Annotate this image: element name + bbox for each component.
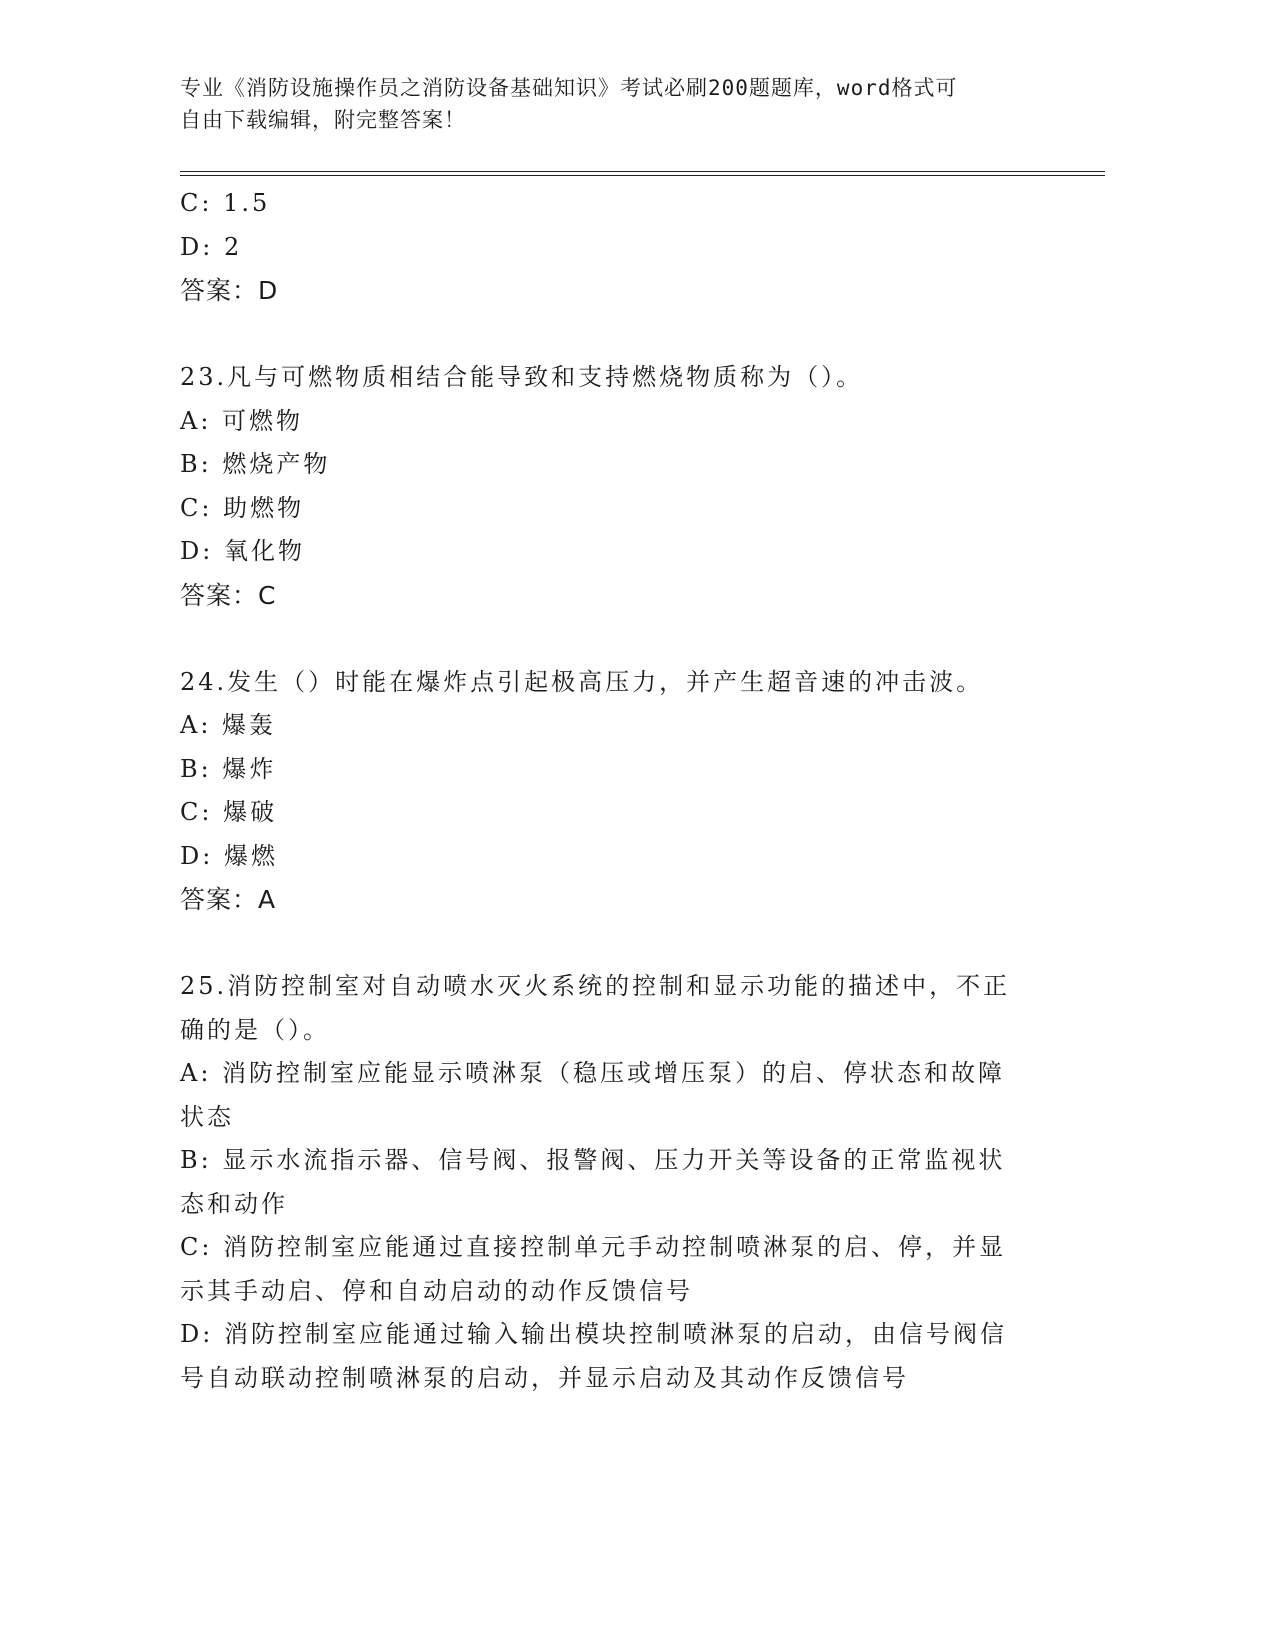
option-d-line-1: D: 消防控制室应能通过输入输出模块控制喷淋泵的启动，由信号阀信 [180, 1320, 1007, 1348]
option-d: D: 2 [180, 232, 243, 261]
option-d: D: 氧化物 [180, 537, 305, 565]
answer-label: 答案：D [180, 276, 279, 305]
option-b: B: 燃烧产物 [180, 450, 331, 478]
answer-label: 答案：C [180, 580, 277, 610]
document-header [180, 72, 1060, 136]
question-title-line-2: 确的是（）。 [180, 1015, 330, 1044]
option-a: A: 爆轰 [180, 711, 277, 739]
option-c: C: 1.5 [180, 189, 271, 217]
option-c-line-1: C: 消防控制室应能通过直接控制单元手动控制喷淋泵的启、停，并显 [180, 1233, 1007, 1261]
question-title: 23.凡与可燃物质相结合能导致和支持燃烧物质称为（）。 [180, 363, 864, 391]
spacer [180, 922, 1040, 965]
option-a: A: 可燃物 [180, 406, 304, 435]
option-d: D: 爆燃 [180, 841, 278, 870]
spacer [180, 618, 1040, 661]
option-b: B: 爆炸 [180, 754, 277, 783]
option-c: C: 爆破 [180, 798, 278, 826]
option-b-line-1: B: 显示水流指示器、信号阀、报警阀、压力开关等设备的正常监视状 [180, 1146, 1006, 1174]
question-25 [180, 965, 1040, 1400]
spacer [180, 313, 1040, 356]
option-b-line-2: 态和动作 [180, 1189, 288, 1218]
header-rule-top [180, 171, 1105, 172]
header-line-1: 专业《消防设施操作员之消防设备基础知识》考试必刷200题题库，word格式可 [180, 76, 958, 100]
option-a-line-2: 状态 [180, 1102, 234, 1131]
option-c: C: 助燃物 [180, 493, 305, 522]
answer-label: 答案：A [180, 885, 277, 914]
option-c-line-2: 示其手动启、停和自动启动的动作反馈信号 [180, 1276, 693, 1305]
header-rule-bottom [180, 175, 1105, 176]
question-title: 24.发生（）时能在爆炸点引起极高压力，并产生超音速的冲击波。 [180, 667, 984, 696]
header-line-2: 自由下载编辑，附完整答案！ [180, 108, 466, 132]
question-title-line-1: 25.消防控制室对自动喷水灭火系统的控制和显示功能的描述中，不正 [180, 972, 1011, 1000]
option-a-line-1: A: 消防控制室应能显示喷淋泵（稳压或增压泵）的启、停状态和故障 [180, 1059, 1006, 1087]
question-24 [180, 661, 1040, 923]
question-22-tail [180, 182, 1040, 313]
question-list [180, 182, 1040, 1400]
option-d-line-2: 号自动联动控制喷淋泵的启动，并显示启动及其动作反馈信号 [180, 1363, 909, 1392]
question-23 [180, 356, 1040, 618]
